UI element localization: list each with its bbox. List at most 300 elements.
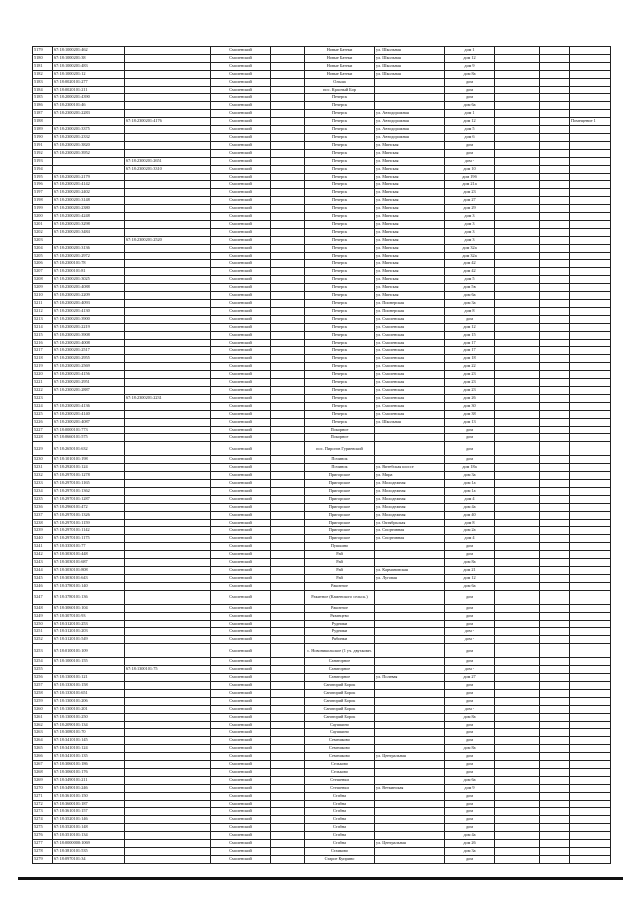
settlement-cell: Печерск	[305, 410, 375, 418]
table-row	[33, 371, 611, 379]
table-row	[33, 47, 611, 55]
empty-cell	[540, 402, 570, 410]
district-cell: Смоленский	[211, 220, 271, 228]
settlement-cell: Рай	[305, 567, 375, 575]
row-number: 5272	[33, 800, 53, 808]
row-number: 5269	[33, 776, 53, 784]
street-cell: ул. Пионерская	[375, 300, 445, 308]
empty-cell	[271, 292, 305, 300]
cadastral-number: 67:18:2300201:4136	[53, 402, 125, 410]
cadastral-number-alt	[125, 776, 211, 784]
street-cell: ул. Минская	[375, 149, 445, 157]
note-cell	[570, 213, 611, 221]
row-number: 5213	[33, 315, 53, 323]
row-number: 5261	[33, 713, 53, 721]
empty-cell	[271, 181, 305, 189]
table-row	[33, 792, 611, 800]
table-row	[33, 426, 611, 434]
cadastral-number: 67:18:2090101:134	[53, 721, 125, 729]
cadastral-number-alt	[125, 737, 211, 745]
cadastral-number: 67:18:2970101:1165	[53, 480, 125, 488]
settlement-cell: Печерск	[305, 307, 375, 315]
note-cell	[570, 126, 611, 134]
table-row	[33, 181, 611, 189]
district-cell: Смоленский	[211, 590, 271, 604]
empty-cell	[495, 133, 540, 141]
street-cell	[375, 442, 445, 456]
empty-cell	[271, 800, 305, 808]
district-cell: Смоленский	[211, 472, 271, 480]
district-cell: Смоленский	[211, 260, 271, 268]
note-cell	[570, 442, 611, 456]
house-cell: дом 6а	[445, 102, 495, 110]
settlement-cell: Печерск	[305, 228, 375, 236]
note-cell	[570, 386, 611, 394]
empty-cell	[540, 418, 570, 426]
district-cell: Смоленский	[211, 551, 271, 559]
empty-cell	[271, 371, 305, 379]
cadastral-number: 67:18:2300201:3375	[53, 126, 125, 134]
cadastral-number	[53, 394, 125, 402]
table-row	[33, 519, 611, 527]
empty-cell	[495, 590, 540, 604]
empty-cell	[495, 410, 540, 418]
house-cell: дом 2а	[445, 527, 495, 535]
table-row	[33, 244, 611, 252]
cadastral-number-alt	[125, 363, 211, 371]
table-row	[33, 753, 611, 761]
note-cell	[570, 745, 611, 753]
settlement-cell: Рай	[305, 574, 375, 582]
row-number: 5251	[33, 628, 53, 636]
row-number: 5184	[33, 86, 53, 94]
settlement-cell: Саушкино	[305, 729, 375, 737]
note-cell	[570, 323, 611, 331]
cadastral-number: 67:18:2970101:1175	[53, 535, 125, 543]
note-cell	[570, 456, 611, 464]
row-number: 5231	[33, 464, 53, 472]
district-cell: Смоленский	[211, 636, 271, 644]
empty-cell	[540, 713, 570, 721]
empty-cell	[540, 567, 570, 575]
cadastral-number-alt	[125, 681, 211, 689]
settlement-cell: Новые Батеки	[305, 62, 375, 70]
note-cell	[570, 197, 611, 205]
street-cell: ул. Минская	[375, 284, 445, 292]
street-cell	[375, 689, 445, 697]
empty-cell	[495, 149, 540, 157]
house-cell: дом 3а	[445, 472, 495, 480]
street-cell: ул. Молодежная	[375, 503, 445, 511]
row-number: 5250	[33, 620, 53, 628]
empty-cell	[271, 689, 305, 697]
cadastral-number-alt	[125, 543, 211, 551]
settlement-cell: Печерск	[305, 268, 375, 276]
empty-cell	[495, 697, 540, 705]
street-cell	[375, 776, 445, 784]
house-cell: дом 18а	[445, 464, 495, 472]
settlement-cell: Семешково	[305, 737, 375, 745]
empty-cell	[540, 511, 570, 519]
table-row	[33, 721, 611, 729]
street-cell: ул. Школьная	[375, 47, 445, 55]
house-cell: дом	[445, 816, 495, 824]
street-cell: ул. Минская	[375, 260, 445, 268]
table-row	[33, 300, 611, 308]
empty-cell	[271, 386, 305, 394]
house-cell: дом 3	[445, 220, 495, 228]
house-cell: дом 1а	[445, 487, 495, 495]
empty-cell	[540, 220, 570, 228]
empty-cell	[540, 157, 570, 165]
empty-cell	[271, 519, 305, 527]
row-number: 5187	[33, 110, 53, 118]
street-cell	[375, 94, 445, 102]
table-row	[33, 386, 611, 394]
table-row	[33, 102, 611, 110]
empty-cell	[271, 118, 305, 126]
note-cell	[570, 674, 611, 682]
empty-cell	[271, 213, 305, 221]
settlement-cell: Санаторий Борок	[305, 689, 375, 697]
empty-cell	[271, 666, 305, 674]
cadastral-number: 67:18:0000000:1069	[53, 840, 125, 848]
street-cell	[375, 628, 445, 636]
settlement-cell: Печерск	[305, 236, 375, 244]
row-number: 5223	[33, 394, 53, 402]
empty-cell	[540, 582, 570, 590]
empty-cell	[495, 228, 540, 236]
cadastral-number: 67:18:0970101:34	[53, 855, 125, 863]
street-cell: ул. Минская	[375, 189, 445, 197]
street-cell: ул. Минская	[375, 141, 445, 149]
cadastral-number: 67:18:2300201:2209	[53, 292, 125, 300]
empty-cell	[495, 582, 540, 590]
table-row	[33, 681, 611, 689]
empty-cell	[540, 729, 570, 737]
empty-cell	[495, 456, 540, 464]
note-cell	[570, 268, 611, 276]
empty-cell	[540, 315, 570, 323]
empty-cell	[495, 197, 540, 205]
cadastral-number: 67:18:0020101:277	[53, 78, 125, 86]
settlement-cell: Печерск	[305, 347, 375, 355]
house-cell: дом	[445, 456, 495, 464]
house-cell: дом 9	[445, 62, 495, 70]
row-number: 5186	[33, 102, 53, 110]
district-cell: Смоленский	[211, 62, 271, 70]
settlement-cell: Рябинки	[305, 636, 375, 644]
cadastral-number: 67:18:2970101:1159	[53, 519, 125, 527]
empty-cell	[540, 173, 570, 181]
settlement-cell: Сельково	[305, 761, 375, 769]
cadastral-number-alt	[125, 784, 211, 792]
empty-cell	[540, 612, 570, 620]
empty-cell	[540, 776, 570, 784]
row-number: 5207	[33, 268, 53, 276]
house-cell: дом	[445, 590, 495, 604]
cadastral-number: 67:18:2300201:2219	[53, 323, 125, 331]
cadastral-number-alt	[125, 173, 211, 181]
district-cell: Смоленский	[211, 855, 271, 863]
row-number: 5191	[33, 141, 53, 149]
table-row	[33, 292, 611, 300]
row-number: 5181	[33, 62, 53, 70]
house-cell: дом	[445, 78, 495, 86]
cadastral-number-alt	[125, 456, 211, 464]
table-row	[33, 543, 611, 551]
settlement-cell: Пригорское	[305, 527, 375, 535]
cadastral-number-alt	[125, 70, 211, 78]
cadastral-number-alt	[125, 689, 211, 697]
district-cell: Смоленский	[211, 503, 271, 511]
district-cell: Смоленский	[211, 543, 271, 551]
house-cell: дом	[445, 737, 495, 745]
cadastral-number-alt	[125, 753, 211, 761]
empty-cell	[495, 705, 540, 713]
empty-cell	[495, 840, 540, 848]
empty-cell	[271, 636, 305, 644]
cadastral-number: 67:18:3490101:246	[53, 784, 125, 792]
empty-cell	[540, 697, 570, 705]
note-cell	[570, 527, 611, 535]
empty-cell	[271, 487, 305, 495]
cadastral-number-alt	[125, 559, 211, 567]
row-number: 5266	[33, 753, 53, 761]
note-cell	[570, 574, 611, 582]
table-row	[33, 355, 611, 363]
cadastral-number: 67:18:2300201:2569	[53, 363, 125, 371]
empty-cell	[271, 848, 305, 856]
district-cell: Смоленский	[211, 628, 271, 636]
empty-cell	[540, 551, 570, 559]
row-number: 5271	[33, 792, 53, 800]
empty-cell	[495, 434, 540, 442]
row-number: 5216	[33, 339, 53, 347]
empty-cell	[495, 495, 540, 503]
empty-cell	[271, 713, 305, 721]
table-row	[33, 118, 611, 126]
empty-cell	[271, 363, 305, 371]
table-row	[33, 315, 611, 323]
row-number: 5249	[33, 612, 53, 620]
settlement-cell: Пригорское	[305, 511, 375, 519]
row-number: 5229	[33, 442, 53, 456]
street-cell: ул. Минская	[375, 173, 445, 181]
settlement-cell: Саушкино	[305, 721, 375, 729]
cadastral-number-alt	[125, 347, 211, 355]
street-cell: ул. Октябрьская	[375, 519, 445, 527]
settlement-cell: Стабна	[305, 792, 375, 800]
row-number: 5203	[33, 236, 53, 244]
district-cell: Смоленский	[211, 402, 271, 410]
street-cell	[375, 681, 445, 689]
table-row	[33, 855, 611, 863]
empty-cell	[540, 705, 570, 713]
street-cell	[375, 745, 445, 753]
street-cell: ул. Смоленская	[375, 386, 445, 394]
note-cell	[570, 379, 611, 387]
cadastral-number: 67:18:2300201:2283	[53, 110, 125, 118]
street-cell	[375, 761, 445, 769]
address-register-table	[32, 46, 611, 864]
settlement-cell: Пригорское	[305, 503, 375, 511]
street-cell: ул. Витебская шоссе	[375, 464, 445, 472]
cadastral-number-alt	[125, 276, 211, 284]
district-cell: Смоленский	[211, 149, 271, 157]
district-cell: Смоленский	[211, 418, 271, 426]
cadastral-number: 67:18:2960101:472	[53, 503, 125, 511]
settlement-cell: Новые Батеки	[305, 54, 375, 62]
empty-cell	[271, 410, 305, 418]
house-cell: дом -	[445, 705, 495, 713]
street-cell: ул. Смоленская	[375, 363, 445, 371]
empty-cell	[540, 133, 570, 141]
cadastral-number-alt	[125, 644, 211, 658]
empty-cell	[271, 472, 305, 480]
district-cell: Смоленский	[211, 205, 271, 213]
settlement-cell: Печерск	[305, 371, 375, 379]
empty-cell	[540, 816, 570, 824]
empty-cell	[495, 644, 540, 658]
cadastral-number-alt	[125, 535, 211, 543]
cadastral-number: 67:18:2300101:46	[53, 102, 125, 110]
settlement-cell: Ракитное	[305, 582, 375, 590]
street-cell	[375, 434, 445, 442]
empty-cell	[495, 487, 540, 495]
empty-cell	[271, 543, 305, 551]
row-number: 5179	[33, 47, 53, 55]
note-cell	[570, 141, 611, 149]
empty-cell	[540, 284, 570, 292]
row-number: 5254	[33, 658, 53, 666]
row-number: 5224	[33, 402, 53, 410]
district-cell: Смоленский	[211, 824, 271, 832]
cadastral-number: 67:18:2300201:2517	[53, 347, 125, 355]
empty-cell	[495, 307, 540, 315]
table-row	[33, 604, 611, 612]
row-number: 5221	[33, 379, 53, 387]
empty-cell	[495, 141, 540, 149]
note-cell	[570, 355, 611, 363]
cadastral-number: 67:18:2300201:2380	[53, 205, 125, 213]
row-number: 5276	[33, 832, 53, 840]
cadastral-number-alt	[125, 800, 211, 808]
street-cell: ул. Минская	[375, 236, 445, 244]
cadastral-number-alt	[125, 768, 211, 776]
empty-cell	[540, 761, 570, 769]
empty-cell	[495, 628, 540, 636]
empty-cell	[495, 331, 540, 339]
table-row	[33, 173, 611, 181]
row-number: 5188	[33, 118, 53, 126]
note-cell	[570, 434, 611, 442]
house-cell: дом 12	[445, 323, 495, 331]
district-cell: Смоленский	[211, 487, 271, 495]
row-number: 5227	[33, 426, 53, 434]
note-cell	[570, 658, 611, 666]
house-cell: дом 23	[445, 189, 495, 197]
street-cell: ул. Смоленская	[375, 331, 445, 339]
table-row	[33, 636, 611, 644]
empty-cell	[495, 776, 540, 784]
empty-cell	[271, 503, 305, 511]
house-cell: дом 1	[445, 110, 495, 118]
empty-cell	[540, 189, 570, 197]
district-cell: Смоленский	[211, 236, 271, 244]
empty-cell	[495, 674, 540, 682]
note-cell	[570, 363, 611, 371]
row-number: 5199	[33, 205, 53, 213]
empty-cell	[540, 126, 570, 134]
empty-cell	[495, 386, 540, 394]
cadastral-number-alt	[125, 149, 211, 157]
cadastral-number-alt	[125, 705, 211, 713]
house-cell: дом 27	[445, 674, 495, 682]
empty-cell	[271, 331, 305, 339]
district-cell: Смоленский	[211, 753, 271, 761]
cadastral-number: 67:18:2300201:4142	[53, 181, 125, 189]
cadastral-number: 67:18:3490101:211	[53, 776, 125, 784]
cadastral-number-alt	[125, 551, 211, 559]
row-number: 5204	[33, 244, 53, 252]
address-register-page	[32, 46, 610, 864]
settlement-cell: Семешково	[305, 753, 375, 761]
empty-cell	[540, 543, 570, 551]
cadastral-number-alt	[125, 418, 211, 426]
cadastral-number-alt	[125, 133, 211, 141]
row-number: 5202	[33, 228, 53, 236]
street-cell: ул. Школьная	[375, 62, 445, 70]
row-number: 5211	[33, 300, 53, 308]
empty-cell	[271, 832, 305, 840]
empty-cell	[540, 604, 570, 612]
cadastral-number: 67:18:2970101:1287	[53, 495, 125, 503]
empty-cell	[495, 102, 540, 110]
empty-cell	[540, 480, 570, 488]
empty-cell	[271, 54, 305, 62]
district-cell: Смоленский	[211, 644, 271, 658]
row-number: 5210	[33, 292, 53, 300]
cadastral-number-alt	[125, 244, 211, 252]
empty-cell	[271, 855, 305, 863]
house-cell: дом	[445, 149, 495, 157]
district-cell: Смоленский	[211, 363, 271, 371]
district-cell: Смоленский	[211, 189, 271, 197]
table-row	[33, 260, 611, 268]
row-number: 5263	[33, 729, 53, 737]
cadastral-number-alt	[125, 284, 211, 292]
cadastral-number: 67:18:3120101:253	[53, 620, 125, 628]
house-cell: дом 1а	[445, 480, 495, 488]
cadastral-number-alt	[125, 141, 211, 149]
cadastral-number: 67:18:3060101:104	[53, 604, 125, 612]
row-number: 5235	[33, 495, 53, 503]
note-cell	[570, 753, 611, 761]
settlement-cell: Санаторий Борок	[305, 705, 375, 713]
district-cell: Смоленский	[211, 252, 271, 260]
table-row	[33, 456, 611, 464]
street-cell	[375, 768, 445, 776]
street-cell: ул. Автодорожная	[375, 126, 445, 134]
row-number: 5244	[33, 567, 53, 575]
settlement-cell: Стабна	[305, 800, 375, 808]
house-cell: дом 4	[445, 495, 495, 503]
cadastral-number-alt	[125, 721, 211, 729]
settlement-cell: Печерск	[305, 315, 375, 323]
empty-cell	[540, 456, 570, 464]
row-number: 5268	[33, 768, 53, 776]
